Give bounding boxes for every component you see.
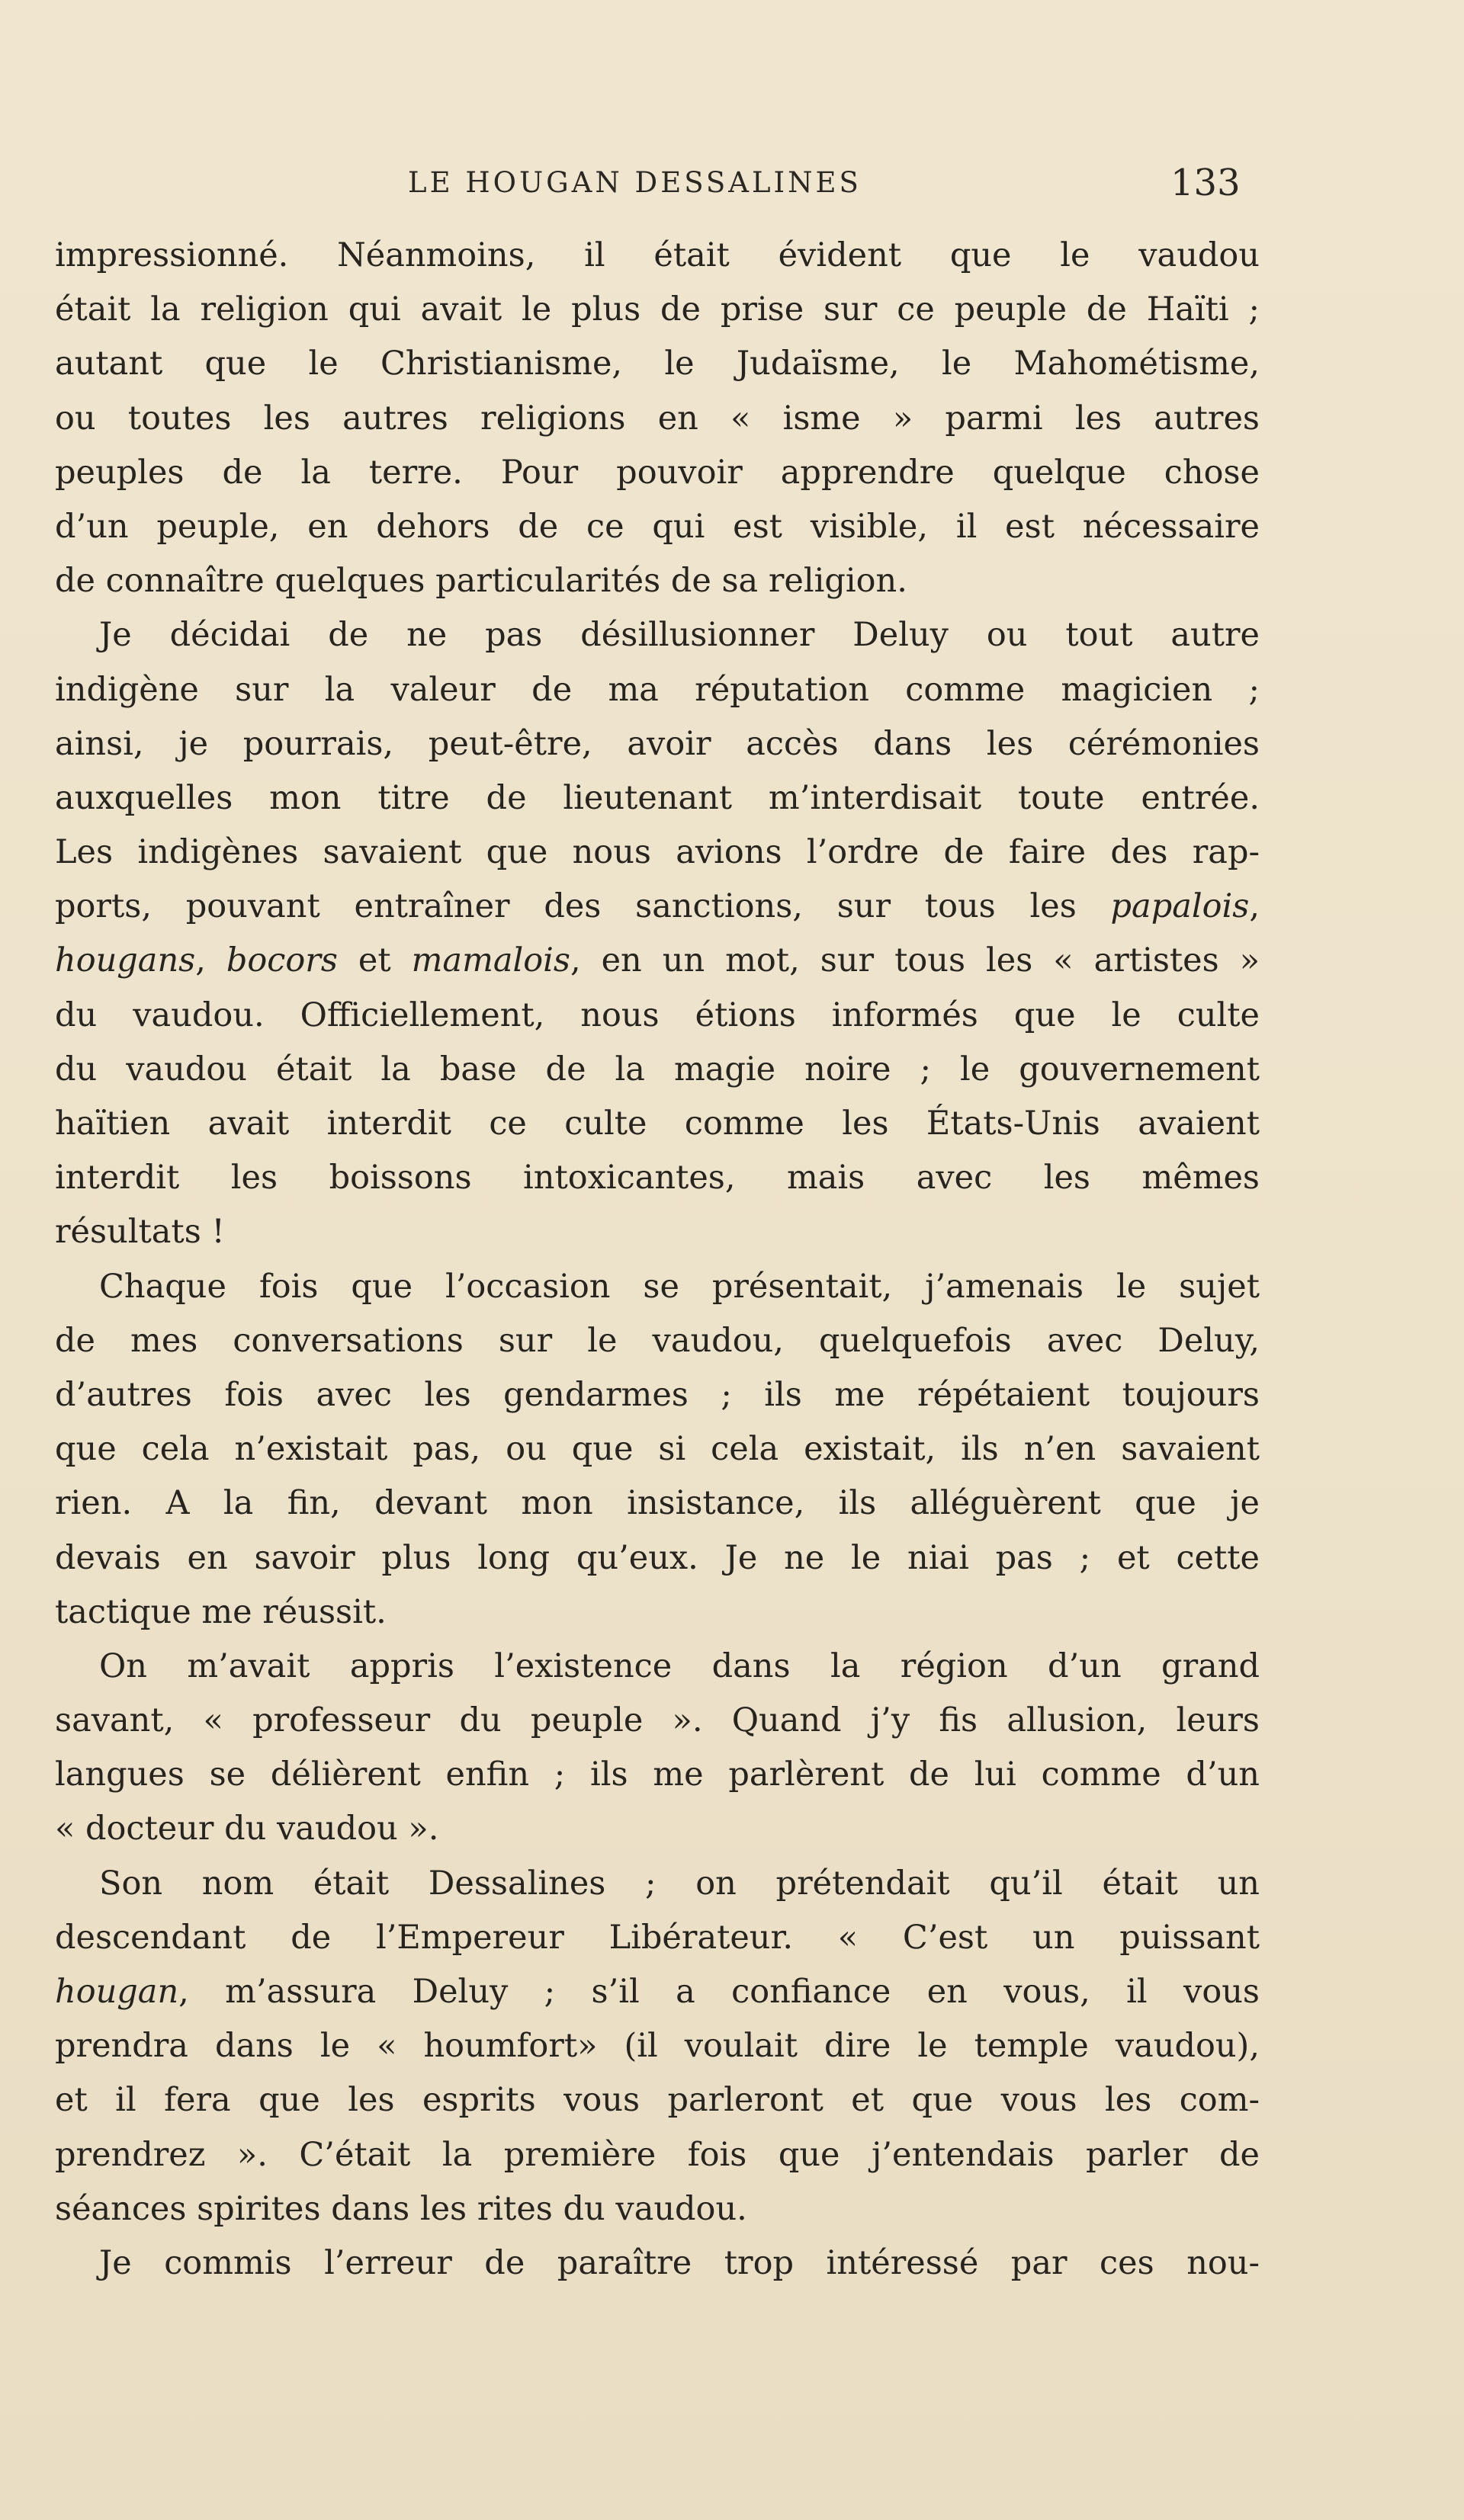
text-line: tactique me réussit. — [55, 1592, 387, 1631]
text-line: descendant de l’Empereur Libérateur. « C’est un puissant — [55, 1918, 1260, 1957]
italic-word: bocors — [226, 941, 338, 980]
text-line: auxquelles mon titre de lieutenant m’interdisait toute entrée. — [55, 778, 1260, 817]
text-line: interdit les boissons intoxicantes, mais avec les mêmes — [55, 1159, 1260, 1197]
text-segment: , — [1249, 887, 1260, 926]
text-line: Les indigènes savaient que nous avions l’ordre de faire des rap- — [55, 833, 1260, 872]
text-line: On m’avait appris l’existence dans la région d’un grand — [99, 1646, 1260, 1685]
text-line: Son nom était Dessalines ; on prétendait qu’il était un — [99, 1864, 1260, 1903]
italic-word: mamalois — [411, 941, 570, 980]
body-text — [55, 229, 1260, 2291]
text-line: indigène sur la valeur de ma réputation comme magicien ; — [55, 670, 1260, 709]
text-line: d’un peuple, en dehors de ce qui est visible, il est nécessaire — [55, 507, 1260, 546]
text-line — [55, 934, 1260, 988]
italic-word: hougan — [55, 1973, 179, 2011]
text-line: prendra dans le « houmfort» (il voulait dire le temple vaudou), — [55, 2027, 1260, 2066]
text-line: « docteur du vaudou ». — [55, 1810, 439, 1848]
text-line: était la religion qui avait le plus de prise sur ce peuple de Haïti ; — [55, 290, 1260, 329]
text-line: impressionné. Néanmoins, il était évident que le vaudou — [55, 236, 1260, 274]
italic-word: hougans — [55, 941, 196, 980]
text-segment: et — [337, 941, 412, 980]
text-line: langues se délièrent enfin ; ils me parlèrent de lui comme d’un — [55, 1755, 1260, 1794]
text-line: prendrez ». C’était la première fois que j’entendais parler de — [55, 2135, 1260, 2174]
text-line: du vaudou était la base de la magie noire ; le gouvernement — [55, 1050, 1260, 1088]
text-line — [55, 1965, 1260, 2019]
text-line: Je décidai de ne pas désillusionner Deluy ou tout autre — [99, 616, 1260, 655]
text-line: d’autres fois avec les gendarmes ; ils me répétaient toujours — [55, 1375, 1260, 1414]
text-line: Chaque fois que l’occasion se présentait, j’amenais le sujet — [99, 1267, 1260, 1306]
text-line: haïtien avait interdit ce culte comme les États-Unis avaient — [55, 1105, 1260, 1143]
text-line: que cela n’existait pas, ou que si cela existait, ils n’en savaient — [55, 1430, 1260, 1469]
text-line: savant, « professeur du peuple ». Quand j’y fis allusion, leurs — [55, 1701, 1260, 1740]
text-line: résultats ! — [55, 1213, 225, 1252]
italic-word: papalois — [1110, 887, 1250, 926]
text-segment: , m’assura Deluy ; s’il a confiance en vous, il vous — [178, 1973, 1260, 2011]
text-line: de mes conversations sur le vaudou, quelquefois avec Deluy, — [55, 1321, 1260, 1360]
text-line: du vaudou. Officiellement, nous étions informés que le culte — [55, 995, 1260, 1034]
text-line: peuples de la terre. Pour pouvoir apprendre quelque chose — [55, 453, 1260, 492]
text-line: rien. A la fin, devant mon insistance, ils alléguèrent que je — [55, 1484, 1260, 1523]
text-line — [55, 880, 1260, 934]
text-segment: ports, pouvant entraîner des sanctions, sur tous les — [55, 887, 1111, 926]
text-line: séances spirites dans les rites du vaudou. — [55, 2189, 747, 2228]
text-line: de connaître quelques particularités de sa religion. — [55, 562, 907, 601]
running-head — [0, 156, 1464, 210]
text-segment: , en un mot, sur tous les « artistes » — [570, 941, 1260, 980]
text-line: ainsi, je pourrais, peut-être, avoir accès dans les cérémonies — [55, 724, 1260, 763]
text-line: ou toutes les autres religions en « isme » parmi les autres — [55, 399, 1260, 438]
running-title: LE HOUGAN DESSALINES — [408, 166, 862, 199]
text-line: Je commis l’erreur de paraître trop intéressé par ces nou- — [99, 2243, 1260, 2282]
text-line: devais en savoir plus long qu’eux. Je ne le niai pas ; et cette — [55, 1538, 1260, 1577]
text-line: et il fera que les esprits vous parleront et que vous les com- — [55, 2081, 1260, 2120]
text-segment: , — [195, 941, 226, 980]
text-line: autant que le Christianisme, le Judaïsme, le Mahométisme, — [55, 345, 1260, 383]
page-number: 133 — [1170, 162, 1241, 204]
